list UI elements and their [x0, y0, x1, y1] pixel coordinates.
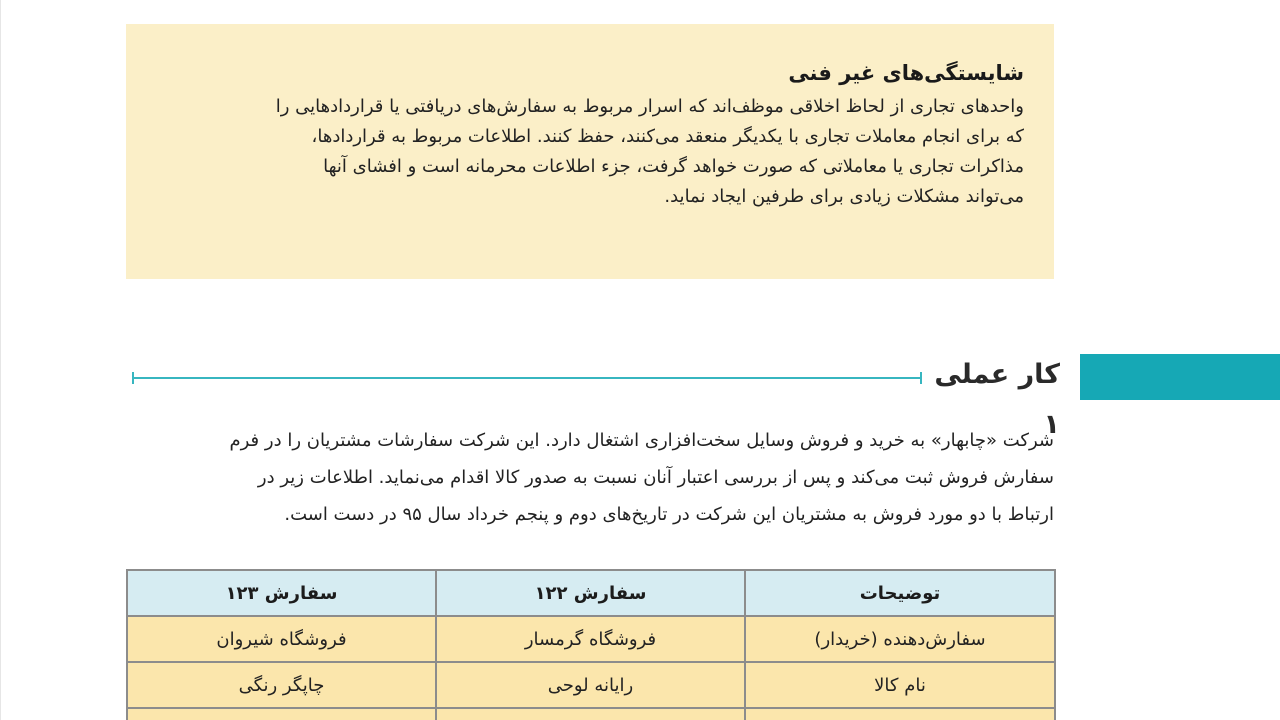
table-cell: [745, 708, 1055, 720]
section-divider-end-left: [132, 372, 134, 384]
table-row-partial: [127, 708, 1055, 720]
intro-line-1: شرکت «چابهار» به خرید و فروش وسایل سخت‌افزاری اشتغال دارد. این شرکت سفارشات مشتریان را در فرم: [229, 430, 1054, 451]
table-cell: فروشگاه گرمسار: [436, 616, 745, 662]
section-accent-band: [1080, 354, 1280, 400]
soft-skills-box: [126, 24, 1054, 279]
header-order-123: سفارش ۱۲۳: [127, 570, 436, 616]
table-cell: فروشگاه شیروان: [127, 616, 436, 662]
table-cell: چاپگر رنگی: [127, 662, 436, 708]
table-cell: [127, 708, 436, 720]
table-cell: رایانه لوحی: [436, 662, 745, 708]
table-row: [127, 616, 1055, 662]
intro-line-3: ارتباط با دو مورد فروش به مشتریان این شرکت در تاریخ‌های دوم و پنجم خرداد سال ۹۵ در دست است.: [284, 504, 1054, 525]
table-cell: [436, 708, 745, 720]
table-header-row: [127, 570, 1055, 616]
table-row: [127, 662, 1055, 708]
page-edge-line: [0, 0, 1, 720]
exercise-intro-paragraph: [126, 422, 1054, 533]
section-heading: کار عملی ۱: [934, 359, 1060, 440]
soft-skills-line-1: واحدهای تجاری از لحاظ اخلاقی موظف‌اند که اسرار مربوط به سفارش‌های دریافتی یا قراردادهایی را: [275, 96, 1024, 117]
table-cell: نام کالا: [745, 662, 1055, 708]
header-order-122: سفارش ۱۲۲: [436, 570, 745, 616]
soft-skills-line-2: که برای انجام معاملات تجاری با یکدیگر منعقد می‌کنند، حفظ کنند. اطلاعات مربوط به قراردادها،: [311, 126, 1024, 147]
orders-table: [126, 569, 1056, 720]
section-divider-end-right: [920, 372, 922, 384]
table-cell: سفارش‌دهنده (خریدار): [745, 616, 1055, 662]
header-description: توضیحات: [745, 570, 1055, 616]
section-divider-line: [134, 377, 922, 379]
soft-skills-title: شایستگی‌های غیر فنی: [788, 61, 1024, 85]
soft-skills-line-3: مذاکرات تجاری یا معاملاتی که صورت خواهد گرفت، جزء اطلاعات محرمانه است و افشای آنها: [323, 156, 1024, 177]
soft-skills-line-4: می‌تواند مشکلات زیادی برای طرفین ایجاد نماید.: [664, 186, 1024, 207]
intro-line-2: سفارش فروش ثبت می‌کند و پس از بررسی اعتبار آنان نسبت به صدور کالا اقدام می‌نماید. اطلاعات زیر در: [257, 467, 1054, 488]
